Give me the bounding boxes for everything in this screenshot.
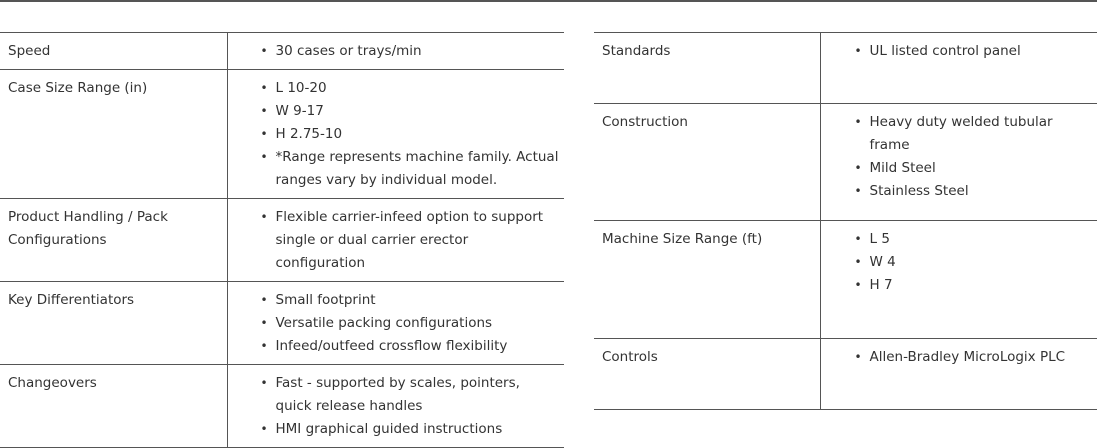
table-row — [0, 199, 564, 282]
spec-value-list — [228, 199, 565, 281]
spec-label: Case Size Range (in) — [0, 70, 227, 199]
spec-label: Standards — [594, 33, 820, 104]
table-row — [594, 221, 1097, 339]
table-row — [594, 33, 1097, 104]
spec-value-list — [228, 365, 565, 447]
spec-value: • Stainless Steel — [870, 180, 1094, 203]
spec-value: • Versatile packing configurations — [276, 312, 561, 335]
spec-table-left — [0, 32, 564, 448]
spec-value: • HMI graphical guided instructions — [276, 418, 561, 441]
table-row — [0, 70, 564, 199]
spec-value: • UL listed control panel — [870, 40, 1094, 63]
spec-value: • W 9-17 — [276, 100, 561, 123]
spec-value-list — [821, 104, 1097, 209]
table-row — [594, 104, 1097, 221]
spec-label: Changeovers — [0, 365, 227, 448]
spec-value-list — [821, 221, 1097, 303]
spec-value: • Fast - supported by scales, pointers, quick release handles — [276, 372, 561, 418]
spec-value: • 30 cases or trays/min — [276, 40, 561, 63]
spec-value: • Mild Steel — [870, 157, 1094, 180]
top-divider — [0, 0, 1097, 2]
spec-label: Speed — [0, 33, 227, 70]
spec-label: Machine Size Range (ft) — [594, 221, 820, 339]
spec-label: Construction — [594, 104, 820, 221]
spec-value: • W 4 — [870, 251, 1094, 274]
spec-value: • Allen-Bradley MicroLogix PLC — [870, 346, 1094, 369]
spec-value-list — [821, 33, 1097, 69]
spec-value: • L 10-20 — [276, 77, 561, 100]
spec-value-list — [228, 70, 565, 198]
spec-value-list — [821, 339, 1097, 375]
spec-value: • H 2.75-10 — [276, 123, 561, 146]
table-row — [594, 339, 1097, 410]
spec-value: • *Range represents machine family. Actual ranges vary by individual model. — [276, 146, 561, 192]
table-row — [0, 282, 564, 365]
spec-value: • Small footprint — [276, 289, 561, 312]
spec-value-list — [228, 282, 565, 364]
spec-value: • Flexible carrier-infeed option to support single or dual carrier erector configuration — [276, 206, 561, 275]
table-row — [0, 365, 564, 448]
spec-value: • Heavy duty welded tubular frame — [870, 111, 1094, 157]
spec-value: • Infeed/outfeed crossflow flexibility — [276, 335, 561, 358]
spec-table-right — [594, 32, 1097, 410]
spec-value: • L 5 — [870, 228, 1094, 251]
spec-value: • H 7 — [870, 274, 1094, 297]
spec-value-list — [228, 33, 565, 69]
spec-label: Controls — [594, 339, 820, 410]
spec-label: Product Handling / Pack Configurations — [0, 199, 227, 282]
table-row — [0, 33, 564, 70]
spec-label: Key Differentiators — [0, 282, 227, 365]
